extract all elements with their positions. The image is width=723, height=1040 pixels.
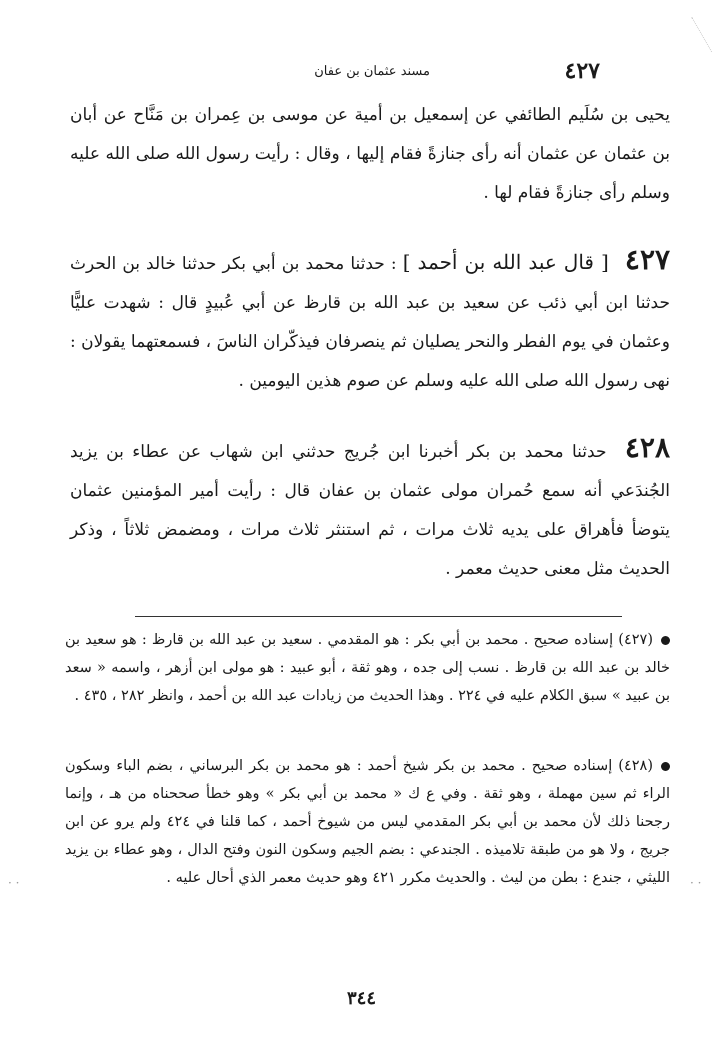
hadith-number: ٤٢٨ <box>624 431 670 464</box>
running-title: مسند عثمان بن عفان <box>314 64 430 79</box>
bullet-icon <box>661 762 670 771</box>
footnote-text: (٤٢٨) إسناده صحيح . محمد بن بكر شيخ أحمد : هو محمد بن بكر البرساني ، بضم الباء وسكون الراء ثم سين مهملة ، وهو ثقة . وفي ع ك « محمد بن أبي بكر » وهو خطأ صححناه من هـ ، وإنما رجحنا ذلك لأن محمد بن أبي بكر المقدمي ليس من شيوخ أحمد ، كما قلنا في ٤٢٤ ولم يرو عن ابن جريج ، ولا هو من طبقة تلاميذه . الجندعي : بضم الجيم وسكون النون وفتح الدال ، وهو عطاء بن يزيد الليثي ، جندع : بطن من ليث . والحديث مكرر ٤٢١ وهو حديث معمر الذي أحال عليه . <box>65 758 671 886</box>
header-page-number: ٤٢٧ <box>564 58 600 84</box>
footnote-text: (٤٢٧) إسناده صحيح . محمد بن أبي بكر : هو المقدمي . سعيد بن عبد الله بن قارظ : هو سعيد بن خالد بن عبد الله بن قارظ . نسب إلى جده ، وهو ثقة ، أبو عبيد : هو مولى ابن أزهر ، واسمه « سعد بن عبيد » سبق الكلام عليه في ٢٢٤ . وهذا الحديث من زيادات عبد الله بن أحمد ، وانظر ٢٨٢ ، ٤٣٥ . <box>65 632 670 704</box>
margin-dots-left: · · <box>8 876 20 890</box>
footer-page-number: ٣٤٤ <box>346 988 376 1009</box>
margin-dots-right: · · <box>690 876 702 890</box>
paragraph-text: يحيى بن سُلَيم الطائفي عن إسمعيل بن أمية عن موسى بن عِمران بن مَنَّاح عن أبان بن عثمان عن عثمان أنه رأى جنازةً فقام إليها ، وقال : رأيت رسول الله صلى الله عليه وسلم رأى جنازةً فقام لها . <box>70 105 670 203</box>
narrator-insertion: [ قال عبد الله بن أحمد ] <box>402 250 609 274</box>
paragraph-text: : حدثنا محمد بن أبي بكر حدثنا خالد بن الحرث حدثنا ابن أبي ذئب عن سعيد بن عبد الله بن قارظ عن أبي عُبيدٍ قال : شهدت عليًّا وعثمان في يوم الفطر والنحر يصليان ثم ينصرفان فيذكّران الناسَ ، فسمعتهما يقولان : نهى رسول الله صلى الله عليه وسلم عن صوم هذين اليومين . <box>70 254 670 391</box>
page-header <box>80 58 600 88</box>
footnote-428 <box>65 752 670 892</box>
hadith-428-paragraph <box>70 428 670 589</box>
page-corner-mark <box>691 8 723 52</box>
bullet-icon <box>661 636 670 645</box>
footnote-separator <box>135 616 622 617</box>
hadith-number: ٤٢٧ <box>624 243 671 276</box>
footnote-427 <box>65 626 670 710</box>
paragraph-text: حدثنا محمد بن بكر أخبرنا ابن جُريج حدثني ابن شهاب عن عطاء بن يزيد الجُندَعي أنه سمع حُمران مولى عثمان بن عفان قال : رأيت أمير المؤمنين عثمان يتوضأ فأهراق على يديه ثلاث مرات ، ثم استنثر ثلاث مرات ، ومضمض ثلاثاً ، وذكر الحديث مثل معنى حديث معمر . <box>70 442 670 579</box>
hadith-427-paragraph <box>70 240 670 401</box>
hadith-continuation-paragraph <box>70 96 670 213</box>
